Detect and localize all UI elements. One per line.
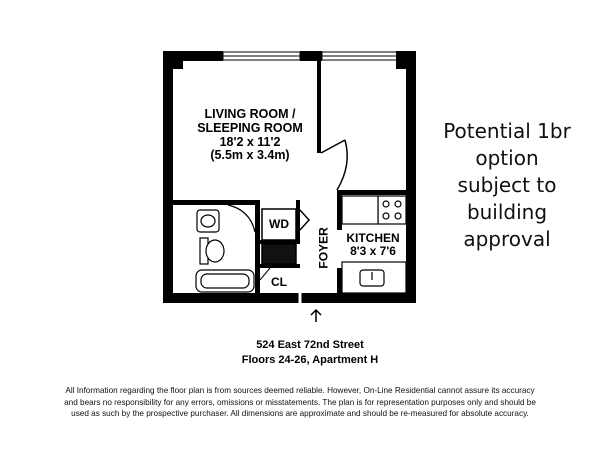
wd-label: WD <box>269 217 289 231</box>
kitchen-label <box>336 232 410 258</box>
kitchen-dims: 8'3 x 7'6 <box>350 244 396 259</box>
side-note-line: option <box>475 146 539 170</box>
disclaimer-line: All Information regarding the floor plan is from sources deemed reliable. However, On-Line Residential cannot assure its accuracy <box>65 386 535 395</box>
living-room-dims: 18'2 x 11'2 <box>219 134 281 149</box>
living-room-label <box>185 108 315 163</box>
disclaimer-line: and bears no responsibility for any errors, omissions or misstatements. The plan is for representation purposes only and should be <box>64 397 536 407</box>
address-block <box>180 338 440 368</box>
side-note-line: subject to <box>457 173 557 197</box>
address-street: 524 East 72nd Street <box>256 339 364 351</box>
disclaimer-line: used as such by the prospective purchaser. All dimensions are approximate and should be re-measured for absolute accuracy. <box>71 409 529 418</box>
bathroom-fixtures <box>196 205 255 292</box>
address-unit: Floors 24-26, Apartment H <box>241 354 379 366</box>
disclaimer <box>12 385 588 420</box>
side-note <box>432 118 582 253</box>
side-note-line: approval <box>463 227 551 251</box>
kitchen-name: KITCHEN <box>346 231 400 245</box>
living-room-name-line1: LIVING ROOM / <box>204 107 296 121</box>
closet-label: CL <box>271 275 287 289</box>
side-note-line: Potential 1br <box>443 119 571 143</box>
side-note-line: building <box>466 200 548 224</box>
bedroom-door <box>321 140 347 190</box>
living-room-name-line2: SLEEPING ROOM <box>197 120 303 135</box>
foyer-label: FOYER <box>316 227 331 269</box>
living-room-dims-metric: (5.5m x 3.4m) <box>210 148 290 163</box>
